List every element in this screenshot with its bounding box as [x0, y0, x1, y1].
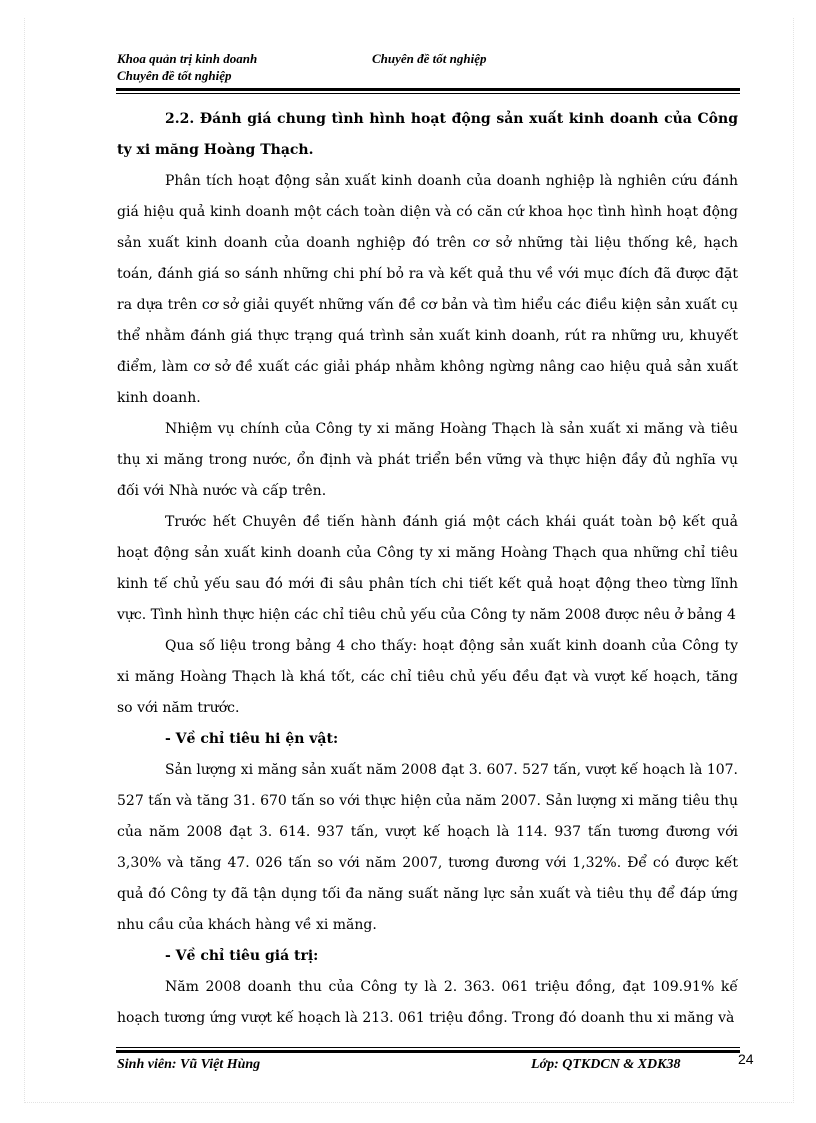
paragraph-6: Năm 2008 doanh thu của Công ty là 2. 363. 061 triệu đồng, đạt 109.91% kế hoạch tương ứng vượt kế hoạch là 213. 061 triệu đồng. Trong đó doanh thu xi măng và — [117, 979, 738, 1026]
header-faculty: Khoa quản trị kinh doanh — [117, 51, 258, 66]
section-title: 2.2. Đánh giá chung tình hình hoạt động sản xuất kinh doanh của Công ty xi măng Hoàng Thạch. — [117, 111, 738, 158]
header-rule-thick — [116, 88, 740, 91]
footer-class: Lớp: QTKDCN & XDK38 — [531, 1057, 681, 1072]
paragraph-1: Phân tích hoạt động sản xuất kinh doanh của doanh nghiệp là nghiên cứu đánh giá hiệu quả kinh doanh một cách toàn diện và có căn cứ khoa học tình hình hoạt động sản xuất kinh doanh của doanh nghiệp đó trên cơ sở những tài liệu thống kê, hạch toán, đánh giá so sánh những chi phí bỏ ra và kết quả thu về với mục đích đã được đặt ra dựa trên cơ sở giải quyết những vấn đề cơ bản và tìm hiểu các điều kiện sản xuất cụ thể nhằm đánh giá thực trạng quá trình sản xuất kinh doanh, rút ra những ưu, khuyết điểm, làm cơ sở đề xuất các giải pháp nhằm không ngừng nâng cao hiệu quả sản xuất kinh doanh. — [117, 173, 738, 406]
footer-rule-thin — [116, 1047, 740, 1048]
paragraph-4: Qua số liệu trong bảng 4 cho thấy: hoạt động sản xuất kinh doanh của Công ty xi măng Hoàng Thạch là khá tốt, các chỉ tiêu chủ yếu đều đạt và vượt kế hoạch, tăng so với năm trước. — [117, 638, 738, 716]
page-bottom-border — [24, 1102, 792, 1103]
header-doc-title: Chuyên đề tốt nghiệp — [372, 51, 487, 66]
subheading-physical: - Về chỉ tiêu hi ện vật: — [165, 731, 339, 747]
paragraph-3: Trước hết Chuyên đề tiến hành đánh giá một cách khái quát toàn bộ kết quả hoạt động sản xuất kinh doanh của Công ty xi măng Hoàng Thạch qua những chỉ tiêu kinh tế chủ yếu sau đó mới đi sâu phân tích chi tiết kết quả hoạt động theo từng lĩnh vực. Tình hình thực hiện các chỉ tiêu chủ yếu của Công ty năm 2008 được nêu ở bảng 4 — [117, 514, 738, 623]
subheading-value: - Về chỉ tiêu giá trị: — [165, 948, 319, 964]
footer-rule-thick — [116, 1050, 740, 1053]
page-number: 24 — [738, 1051, 754, 1067]
paragraph-2: Nhiệm vụ chính của Công ty xi măng Hoàng Thạch là sản xuất xi măng và tiêu thụ xi măng trong nước, ổn định và phát triển bền vững và thực hiện đầy đủ nghĩa vụ đối với Nhà nước và cấp trên. — [117, 421, 738, 499]
header-doc-title-2: Chuyên đề tốt nghiệp — [117, 68, 232, 83]
paragraph-5: Sản lượng xi măng sản xuất năm 2008 đạt 3. 607. 527 tấn, vượt kế hoạch là 107. 527 tấn và tăng 31. 670 tấn so với thực hiện của năm 2007. Sản lượng xi măng tiêu thụ của năm 2008 đạt 3. 614. 937 tấn, vượt kế hoạch là 114. 937 tấn tương đương với 3,30% và tăng 47. 026 tấn so với năm 2007, tương đương với 1,32%. Để có được kết quả đó Công ty đã tận dụng tối đa năng suất năng lực sản xuất và tiêu thụ để đáp ứng nhu cầu của khách hàng về xi măng. — [117, 762, 738, 933]
footer-student: Sinh viên: Vũ Việt Hùng — [117, 1057, 261, 1072]
header-rule-thin — [116, 93, 740, 94]
document-body — [117, 104, 738, 1034]
